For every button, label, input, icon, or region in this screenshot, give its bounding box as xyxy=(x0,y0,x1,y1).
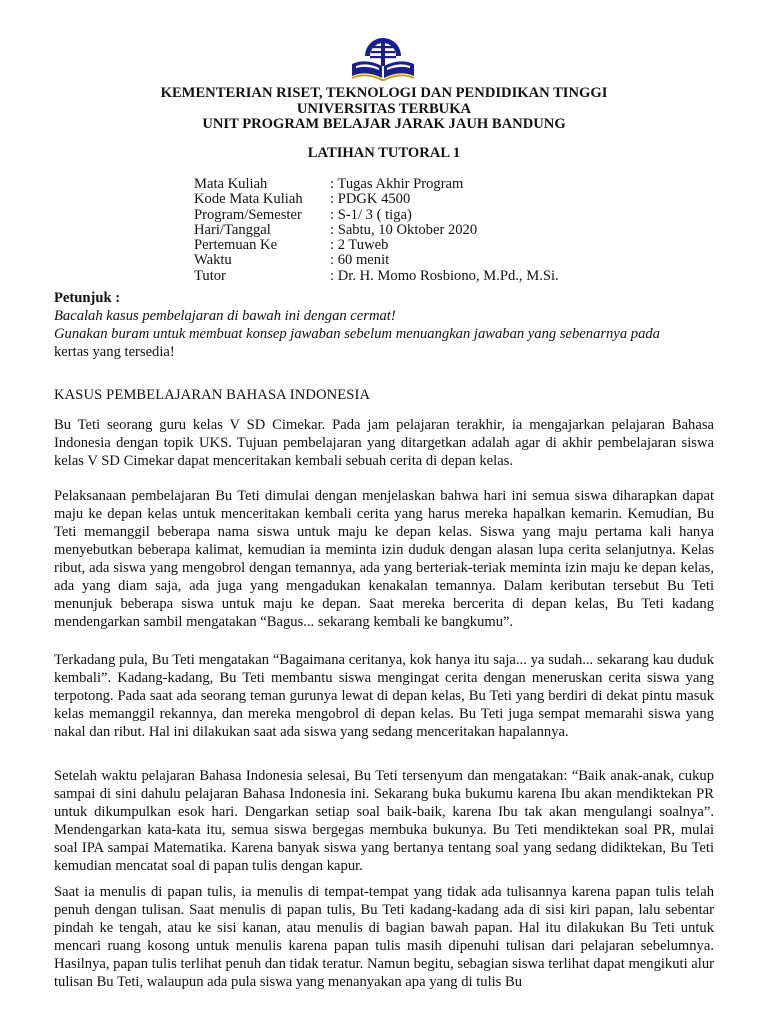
info-value: : Sabtu, 10 Oktober 2020 xyxy=(330,221,478,238)
course-info-table xyxy=(194,177,559,284)
info-row xyxy=(194,238,559,253)
case-paragraph: Bu Teti seorang guru kelas V SD Cimekar. Pada jam pelajaran terakhir, ia mengajarkan pelajaran Bahasa Indonesia dengan topik UKS. Tujuan pembelajaran yang ditargetkan adalah agar di akhir pembelajaran siswa kelas V SD Cimekar dapat menceritakan kembali sebuah cerita di depan kelas. xyxy=(54,417,714,469)
institution-header xyxy=(0,86,768,133)
instructions-line: Bacalah kasus pembelajaran di bawah ini dengan cermat! xyxy=(54,308,396,324)
info-value: : Dr. H. Momo Rosbiono, M.Pd., M.Si. xyxy=(330,267,559,284)
case-paragraph: Saat ia menulis di papan tulis, ia menulis di tempat-tempat yang tidak ada tulisannya karena papan tulis telah penuh dengan tulisan. Saat menulis di papan tulis, Bu Teti kadang-kadang ada di sisi kiri papan, lalu sebentar pindah ke tengah, atau ke sisi kanan, atau menulis di bagian bawah papan. Hal itu dilakukan Bu Teti untuk mencari ruang kosong untuk menulis karena papan tulis masih dipenuhi tulisan dari pelajaran sebelumnya. Hasilnya, papan tulis terlihat penuh dan tidak teratur. Namun begitu, sebagian siswa terlihat dapat mengikuti alur tulisan Bu Teti, walaupun ada pula siswa yang menanyakan apa yang di tulis Bu xyxy=(54,884,714,990)
case-paragraph: Pelaksanaan pembelajaran Bu Teti dimulai dengan menjelaskan bahwa hari ini semua siswa diharapkan dapat maju ke depan kelas untuk menceritakan kembali cerita yang harus mereka hapalkan kemarin. Kemudian, Bu Teti memanggil beberapa nama siswa untuk maju ke depan kelas. Siswa yang maju pertama kali hanya menyebutkan beberapa kalimat, kemudian ia meminta izin duduk dengan alasan lupa cerita selanjutnya. Kelas ribut, ada siswa yang mengobrol dengan temannya, ada yang berteriak-teriak meminta izin maju ke depan kelas, ada yang diam saja, ada juga yang mengadukan kenakalan temannya. Dalam keributan tersebut Bu Teti menunjuk beberapa siswa untuk maju ke depan. Saat mereka bercerita di depan kelas, Bu Teti kadang mendengarkan sambil mengatakan “Bagus... sekarang kembali ke bangkumu”. xyxy=(54,488,714,630)
info-value: : 2 Tuweb xyxy=(330,237,389,254)
info-value: : S-1/ 3 ( tiga) xyxy=(330,206,412,223)
info-row xyxy=(194,269,559,284)
info-row xyxy=(194,253,559,268)
section-title: KASUS PEMBELAJARAN BAHASA INDONESIA xyxy=(54,387,371,403)
info-label: Pertemuan Ke xyxy=(194,237,278,254)
info-label: Waktu xyxy=(194,252,232,269)
info-row xyxy=(194,208,559,223)
instructions-heading: Petunjuk : xyxy=(54,290,121,306)
info-label: Kode Mata Kuliah xyxy=(194,191,303,208)
header-university: UNIVERSITAS TERBUKA xyxy=(296,100,472,117)
info-value: : Tugas Akhir Program xyxy=(330,176,464,192)
info-label: Hari/Tanggal xyxy=(194,221,271,238)
info-row xyxy=(194,223,559,238)
header-unit: UNIT PROGRAM BELAJAR JARAK JAUH BANDUNG xyxy=(202,116,566,132)
instructions xyxy=(54,289,718,361)
info-value: : 60 menit xyxy=(330,252,390,269)
info-row xyxy=(194,192,559,207)
info-label: Mata Kuliah xyxy=(194,176,268,192)
info-label: Tutor xyxy=(194,267,226,284)
info-row xyxy=(194,177,559,192)
info-label: Program/Semester xyxy=(194,206,302,223)
info-value: : PDGK 4500 xyxy=(330,191,411,208)
instructions-line: Gunakan buram untuk membuat konsep jawaban sebelum menuangkan jawaban yang sebenarnya pada xyxy=(54,326,660,342)
header-ministry: KEMENTERIAN RISET, TEKNOLOGI DAN PENDIDIKAN TINGGI xyxy=(160,85,608,101)
document-title: LATIHAN TUTORAL 1 xyxy=(307,145,461,161)
university-logo-icon xyxy=(348,34,418,82)
case-paragraph: Terkadang pula, Bu Teti mengatakan “Bagaimana ceritanya, kok hanya itu saja... ya sudah... sekarang kau duduk kembali”. Kadang-kadang, Bu Teti membantu siswa mengingat cerita dengan meneruskan cerita siswa yang terpotong. Pada saat ada seorang teman gurunya lewat di depan kelas, Bu Teti yang berdiri di dekat pintu masuk kelas memanggil rekannya, dan mereka mengobrol di depan kelas. Bu Teti juga sempat memarahi siswa yang nakal dan ribut. Hal ini dilakukan saat ada siswa yang sedang menceritakan hapalannya. xyxy=(54,652,714,740)
instructions-line: kertas yang tersedia! xyxy=(54,344,175,360)
case-paragraph: Setelah waktu pelajaran Bahasa Indonesia selesai, Bu Teti tersenyum dan mengatakan: “Baik anak-anak, cukup sampai di sini dahulu pelajaran Bahasa Indonesia ini. Sekarang buka bukumu karena Ibu akan mendiktekan PR untuk dikumpulkan esok hari. Dengarkan setiap soal baik-baik, karena Ibu tak akan mengulangi soalnya”. Mendengarkan kata-kata itu, semua siswa bergegas membuka bukunya. Bu Teti mendiktekan soal PR, mulai soal IPA sampai Matematika. Karena banyak siswa yang bertanya tentang soal yang sedang didiktekan, Bu Teti kemudian mencatat soal di papan tulis dengan kapur. xyxy=(54,768,714,874)
